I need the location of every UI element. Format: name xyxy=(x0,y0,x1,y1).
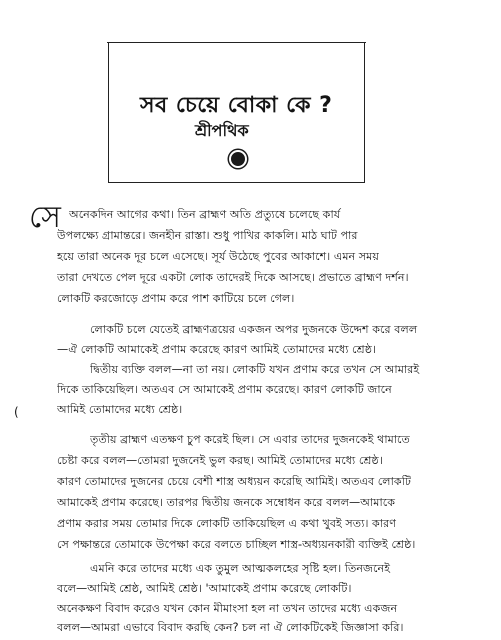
text-line: আমিই তোমাদের মধ্যে শ্রেষ্ঠ। xyxy=(57,403,183,416)
text-line: আমাকেই প্রণাম করেছে। তারপর দ্বিতীয় জনকে সম্বোধন করে বলল—আমাকে xyxy=(57,496,396,509)
text-line: বলল—আমরা এভাবে বিবাদ করছি কেন? চল না ঐ লোকটিকেই জিজ্ঞাসা করি। xyxy=(57,621,404,634)
text-line: হয়ে তারা অনেক দূর চলে এসেছে। সূর্য উঠেছে পুবের আকাশে। এমন সময় xyxy=(57,250,379,263)
text-line: উপলক্ষ্যে গ্রামান্তরে। জনহীন রাস্তা। শুধু পাখির কাকলি। মাঠ ঘাট পার xyxy=(57,229,358,242)
text-line: দিকে তাকিয়েছিল। অতএব সে আমাকেই প্রণাম করেছে। কারণ লোকটি জানে xyxy=(57,383,392,396)
text-line: অনেকদিন আগের কথা। তিন ব্রাহ্মণ অতি প্রত্যুষে চলেছে কার্য xyxy=(69,208,341,221)
story-title: সব চেয়ে বোকা কে ? xyxy=(140,93,333,118)
text-line: এমনি করে তাদের মধ্যে এক তুমুল আত্মকলহের সৃষ্টি হল। তিনজনেই xyxy=(90,562,391,575)
text-line: অনেকক্ষণ বিবাদ করেও যখন কোন মীমাংসা হল না তখন তাদের মধ্যে একজন xyxy=(57,602,398,615)
text-line: লোকটি চলে যেতেই ব্রাহ্মণত্রয়ের একজন অপর দুজনকে উদ্দেশ করে বলল xyxy=(90,323,418,336)
text-line: কারণ তোমাদের দুজনের চেয়ে বেশী শাস্ত্র অধ্যয়ন করেছি আমিই। অতএব লোকটি xyxy=(57,475,412,488)
text-line: বলে—আমিই শ্রেষ্ঠ, আমিই শ্রেষ্ঠ। 'আমাকেই প্রণাম করেছে লোকটি। xyxy=(57,582,352,595)
text-line: দ্বিতীয় ব্যক্তি বলল—না তা নয়। লোকটি যখন প্রণাম করে তখন সে আমারই xyxy=(90,363,420,376)
drop-cap: সে xyxy=(29,200,61,235)
margin-mark: ( xyxy=(14,405,19,419)
text-line: তারা দেখতে পেল দূরে একটা লোক তাদেরই দিকে আসছে। প্রভাতে ব্রাহ্মণ দর্শন। xyxy=(57,271,409,284)
text-line: —ঐ লোকটি আমাকেই প্রণাম করেছে কারণ আমিই তোমাদের মধ্যে শ্রেষ্ঠ। xyxy=(57,343,377,356)
text-line: তৃতীয় ব্রাহ্মণ এতক্ষণ চুপ করেই ছিল। সে এবার তাদের দুজনকেই থামাতে xyxy=(90,433,410,446)
text-line: চেষ্টা করে বলল—তোমরা দুজনেই ভুল করছ। আমিই তোমাদের মধ্যে শ্রেষ্ঠ। xyxy=(57,454,383,467)
ornament-dot-icon xyxy=(229,150,247,168)
text-line: সে পক্ষান্তরে তোমাকে উপেক্ষা করে বলতে চাচ্ছিল শাস্ত্র-অধ্যয়নকারী ব্যক্তিই শ্রেষ্ঠ। xyxy=(57,538,416,551)
story-author: শ্রীপথিক xyxy=(195,121,249,140)
text-line: লোকটি করজোড়ে প্রণাম করে পাশ কাটিয়ে চলে গেল। xyxy=(57,292,295,305)
text-line: প্রণাম করার সময় তোমার দিকে লোকটি তাকিয়েছিল এ কথা খুবই সত্য। কারণ xyxy=(57,517,396,530)
